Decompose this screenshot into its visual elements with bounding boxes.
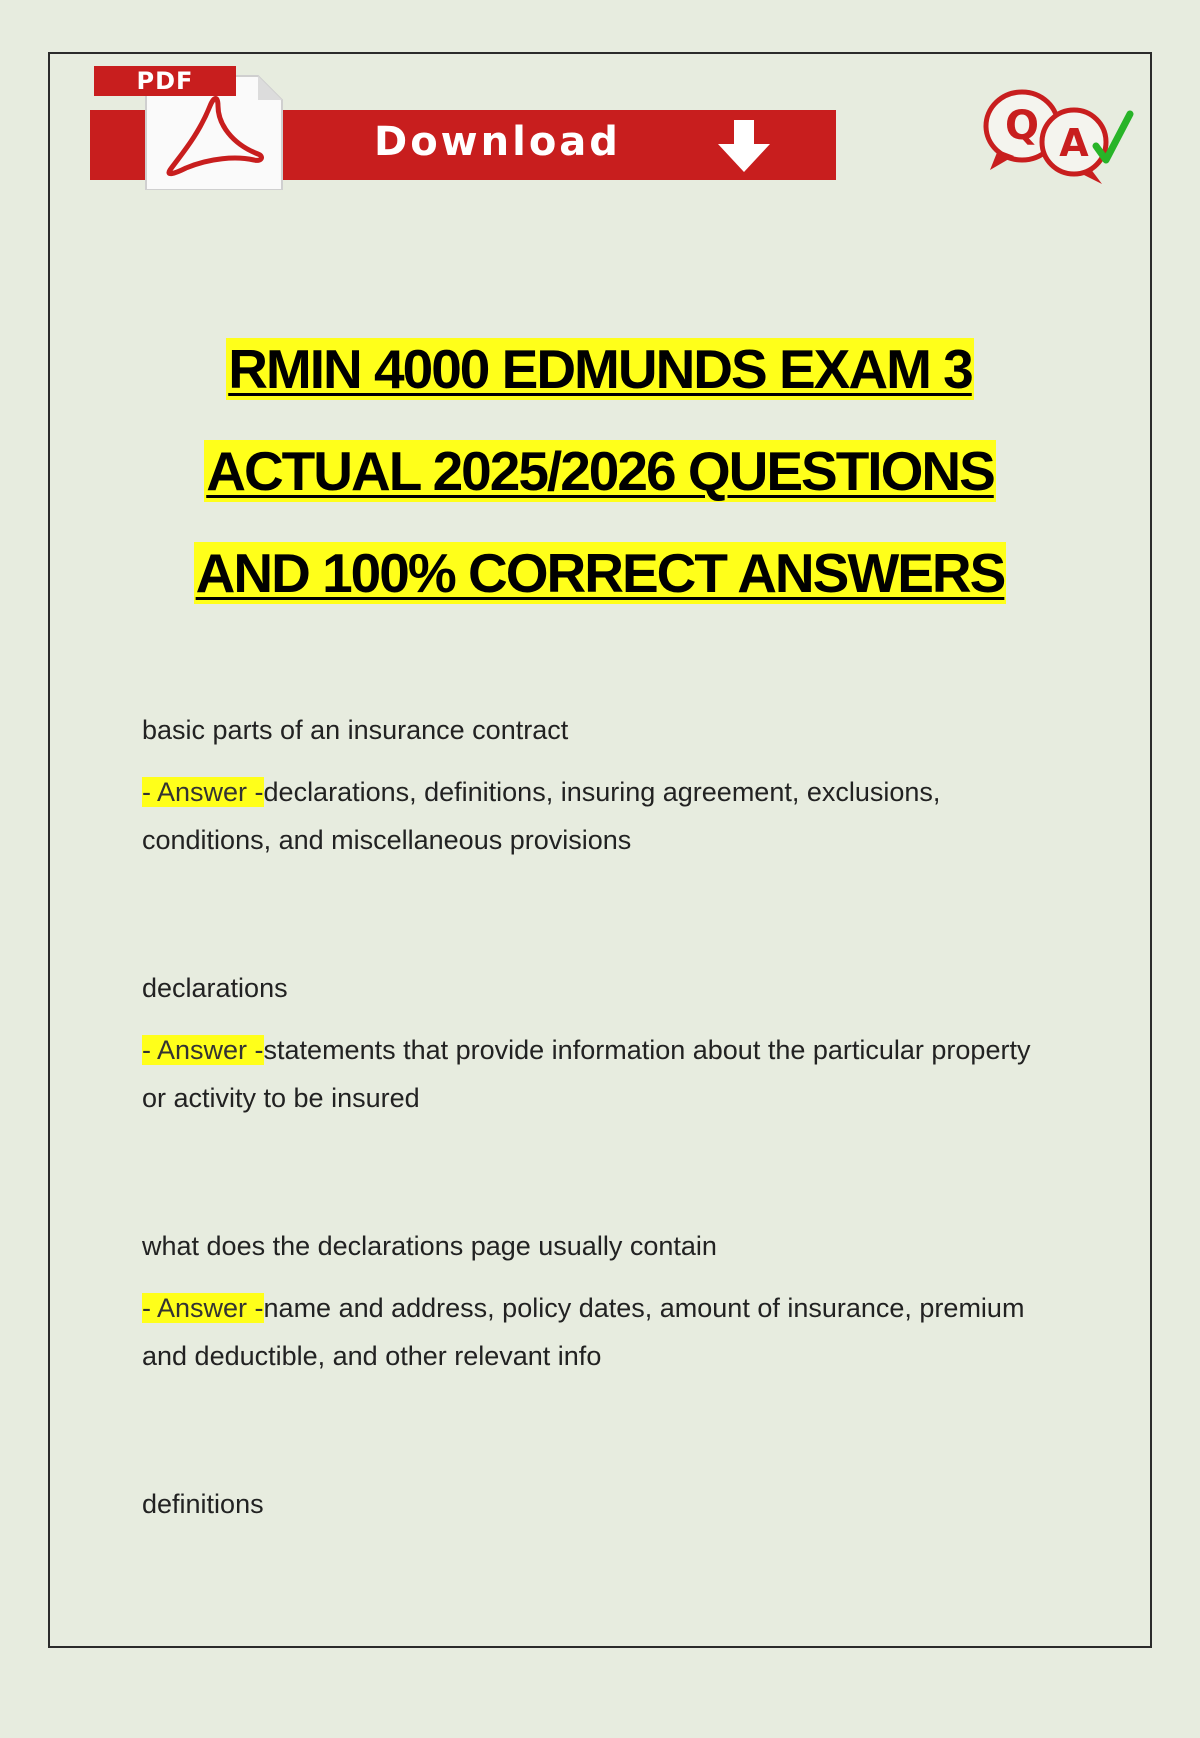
pdf-tag: PDF	[94, 66, 236, 96]
answer-body: name and address, policy dates, amount of insurance, premium and deductible, and other relevant info	[142, 1293, 1025, 1371]
title-line-2: ACTUAL 2025/2026 QUESTIONS	[206, 440, 994, 502]
qa-a-letter: A	[1059, 121, 1089, 165]
answer-body: statements that provide information about the particular property or activity to be insured	[142, 1035, 1031, 1113]
question-text: basic parts of an insurance contract	[142, 715, 569, 745]
title-line-1: RMIN 4000 EDMUNDS EXAM 3	[228, 338, 972, 400]
answer-text	[142, 768, 1042, 864]
qa-list	[142, 706, 1042, 1738]
answer-text	[142, 1284, 1042, 1380]
qa-item	[142, 1480, 1042, 1738]
qa-item	[142, 706, 1042, 964]
answer-tag: - Answer -	[142, 1293, 264, 1323]
question-text: what does the declarations page usually contain	[142, 1231, 717, 1261]
answer-text	[142, 1026, 1042, 1122]
download-label: Download	[374, 119, 621, 165]
answer-tag: - Answer -	[142, 1035, 264, 1065]
qa-item	[142, 964, 1042, 1222]
pdf-download-banner[interactable]	[90, 64, 836, 190]
qa-q-letter: Q	[1004, 103, 1040, 149]
download-arrow-icon	[714, 118, 774, 174]
question-text: declarations	[142, 973, 288, 1003]
title-line-3: AND 100% CORRECT ANSWERS	[195, 542, 1005, 604]
qa-item	[142, 1222, 1042, 1480]
answer-body: declarations, definitions, insuring agreement, exclusions, conditions, and miscellaneous provisions	[142, 777, 941, 855]
document-title	[0, 318, 1200, 624]
qa-check-icon	[978, 84, 1138, 186]
answer-tag: - Answer -	[142, 777, 264, 807]
question-text: definitions	[142, 1489, 264, 1519]
